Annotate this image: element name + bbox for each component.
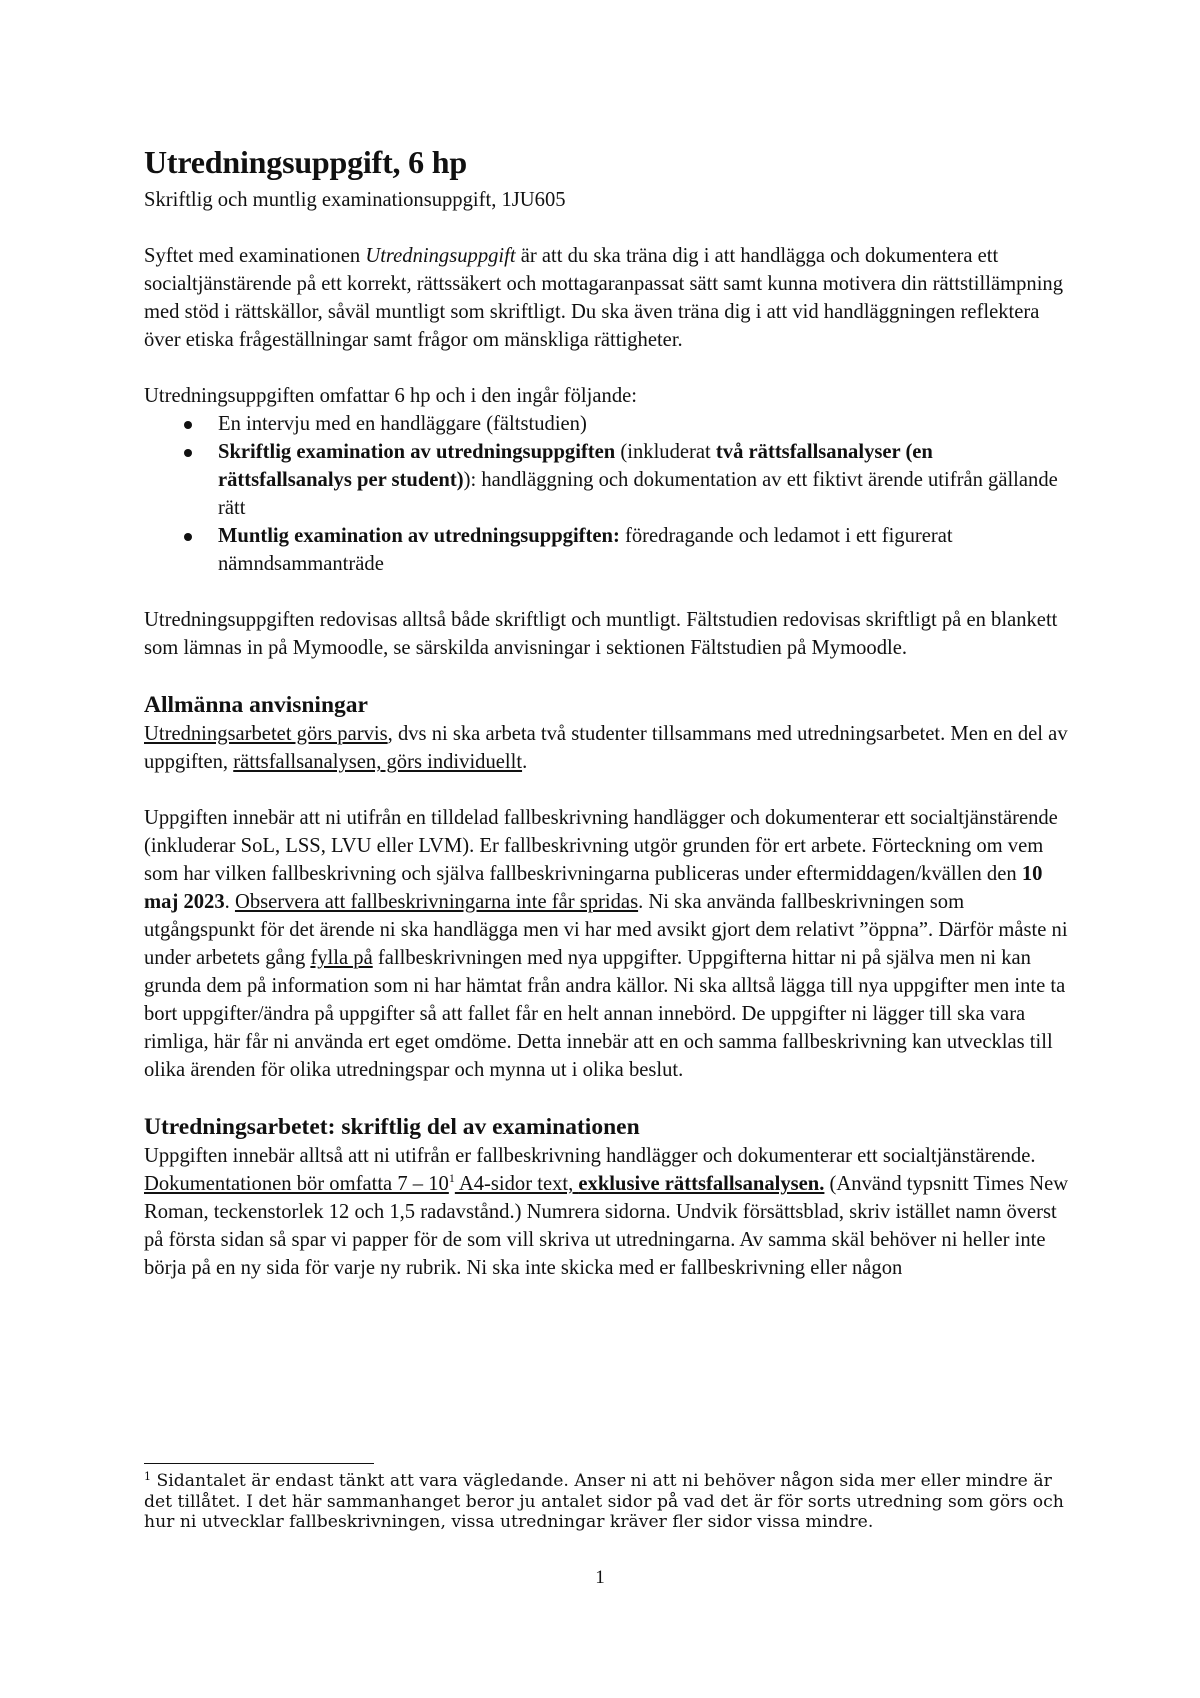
- bullet-icon: [184, 533, 192, 541]
- section-heading-general: Allmänna anvisningar: [144, 692, 368, 718]
- written-paragraph-1: Uppgiften innebär alltså att ni utifrån er fallbeskrivning handlägger och dokumenterar ett socialtjänstärende. Dokumentationen bör omfatta $7 - 10^1$ A4-sidor text, exklusive rättsfallsanalysen. (Använd typsnitt Times New Roman, teckenstorlek 12 och 1,5 radavstånd.) Numrera sidorna. Undvik försättsblad, skriv istället namn överst på första sidan så spar vi papper för de som vill skriva ut utredningarna. Av samma skäl behöver ni heller inte börja på en ny sida för varje ny rubrik. Ni ska inte skicka med er fallbeskrivning eller någon: [144, 1145, 1069, 1279]
- bullet-icon: [184, 421, 192, 429]
- intro-paragraph: Syftet med examinationen Utredningsuppgift är att du ska träna dig i att handlägga och dokumentera ett socialtjänstärende på ett korrekt, rättssäkert och mottagaranpassat sätt samt kunna motivera din rättstillämpning med stöd i rättskällor, såväl muntligt som skriftligt. Du ska även träna dig i att vid handläggningen reflektera över etiska frågeställningar samt frågor om mänskliga rättigheter.: [144, 245, 1064, 351]
- footnote-reference[interactable]: 1: [448, 1171, 455, 1185]
- page-number: 1: [595, 1567, 605, 1588]
- scope-list: [144, 410, 1069, 578]
- presentation-paragraph: Utredningsuppgiften redovisas alltså både skriftligt och muntligt. Fältstudien redovisas skriftligt på en blankett som lämnas in på Mymoodle, se särskilda anvisningar i sektionen Fältstudien på Mymoodle.: [144, 609, 1058, 659]
- general-paragraph-2: Uppgiften innebär att ni utifrån en tilldelad fallbeskrivning handlägger och dokumenterar ett socialtjänstärende (inkluderar SoL, LSS, LVU eller LVM). Er fallbeskrivning utgör grunden för ert arbete. Förteckning om vem som har vilken fallbeskrivning och själva fallbeskrivningarna publiceras under eftermiddagen/kvällen den 10 maj 2023. Observera att fallbeskrivningarna inte får spridas. Ni ska använda fallbeskrivningen som utgångspunkt för det ärende ni ska handlägga men vi har med avsikt gjort dem relativt ”öppna”. Därför måste ni under arbetets gång fylla på fallbeskrivningen med nya uppgifter. Uppgifterna hittar ni på själva men ni kan grunda dem på information som ni har hämtat från andra källor. Ni ska alltså lägga till nya uppgifter men inte ta bort uppgifter/ändra på uppgifter så att fallet får en helt annan innebörd. De uppgifter ni lägger till ska vara rimliga, här får ni använda ert eget omdöme. Detta innebär att en och samma fallbeskrivning kan utvecklas till olika ärenden för olika utredningspar och mynna ut i olika beslut.: [144, 807, 1068, 1081]
- list-item: Muntlig examination av utredningsuppgiften: föredragande och ledamot i ett figurerat nämndsammanträde: [144, 522, 1069, 578]
- document-body: [144, 142, 1069, 1282]
- section-heading-written: Utredningsarbetet: skriftlig del av examinationen: [144, 1114, 640, 1140]
- bullet-icon: [184, 449, 192, 457]
- general-paragraph-1: Utredningsarbetet görs parvis, dvs ni ska arbeta två studenter tillsammans med utredningsarbetet. Men en del av uppgiften, rättsfallsanalysen, görs individuellt.: [144, 723, 1068, 773]
- list-item: Skriftlig examination av utredningsuppgiften (inkluderat två rättsfallsanalyser (en rättsfallsanalys per student)): handläggning och dokumentation av ett fiktivt ärende utifrån gällande rätt: [144, 438, 1069, 522]
- list-item: En intervju med en handläggare (fältstudien): [144, 410, 1069, 438]
- document-subtitle: Skriftlig och muntlig examinationsuppgift, 1JU605: [144, 189, 566, 211]
- scope-intro: Utredningsuppgiften omfattar 6 hp och i den ingår följande:: [144, 385, 637, 407]
- document-title: Utredningsuppgift, 6 hp: [144, 144, 467, 180]
- footnote-divider: [144, 1463, 374, 1464]
- intro-italic-term: Utredningsuppgift: [365, 245, 516, 267]
- footnote-marker: 1: [144, 1470, 151, 1483]
- footnote: $^1$ Sidantalet är endast tänkt att vara vägledande. Anser ni att ni behöver någon sida mer eller mindre är det tillåtet. I det här sammanhanget beror ju antalet sidor på vad det är för sorts utredning som görs och hur ni utvecklar fallbeskrivningen, vissa utredningar kräver fler sidor vissa mindre.: [144, 1470, 1064, 1532]
